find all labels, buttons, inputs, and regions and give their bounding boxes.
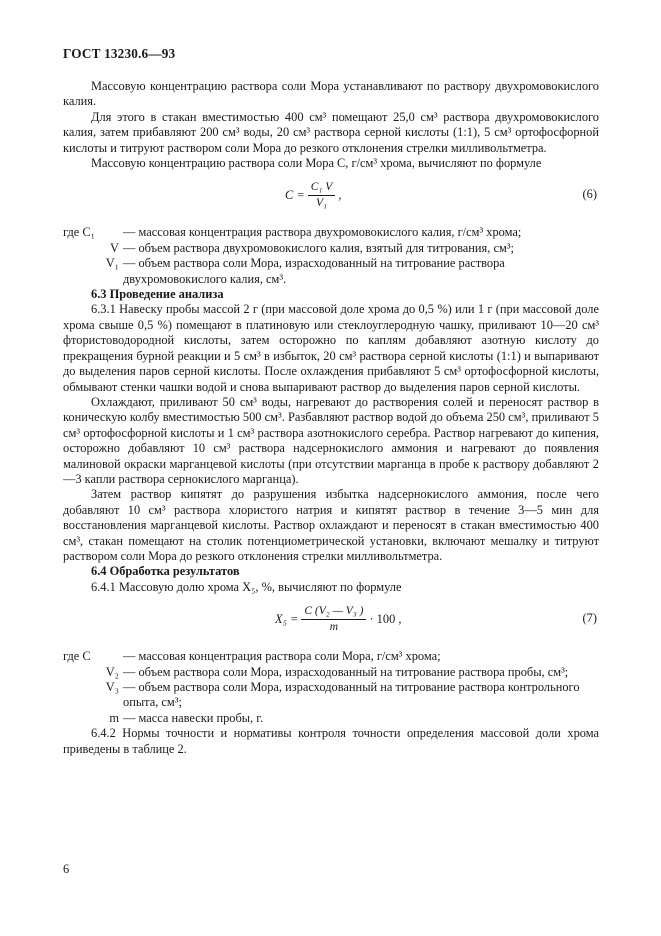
- definition-symbol: V₁: [105, 256, 119, 271]
- definition-text: — масса навески пробы, г.: [123, 710, 264, 725]
- definition-symbol: где C₁: [63, 225, 95, 240]
- formula-fraction: [308, 181, 336, 210]
- definition-text: — массовая концентрация раствора соли Мора, г/см³ хрома;: [123, 649, 441, 664]
- formula-denominator: m: [329, 621, 339, 634]
- definition-symbol: V: [110, 240, 119, 255]
- paragraph: Затем раствор кипятят до разрушения избытка надсернокислого аммония, после чего добавляют 10 см³ раствора хлористого натрия и кипятят раствор в течение 3—5 мин для восстановления марганцевой кислоты. Раствор охлаждают и переносят в стакан вместимостью 400 см³, стакан помещают на столик потенциометрической установки, включают мешалку и титруют раствором соли Мора до резкого отклонения стрелки милливольтметра.: [63, 487, 599, 563]
- section-heading: 6.3 Проведение анализа: [91, 287, 224, 302]
- formula-lhs: C =: [285, 188, 305, 203]
- definition-text: — объем раствора соли Мора, израсходованный на титрование раствора контрольного опыта, см³;: [123, 680, 580, 710]
- definitions-list: [63, 225, 599, 287]
- formula-numerator: C₁ V: [308, 181, 336, 196]
- definition-text: — объем раствора двухромовокислого калия, взятый для титрования, см³;: [123, 240, 514, 255]
- definition-item: [63, 711, 599, 726]
- paragraph: Массовую концентрацию раствора соли Мора C, г/см³ хрома, вычисляют по формуле: [91, 156, 542, 171]
- paragraph: 6.4.1 Массовую долю хрома X₅, %, вычисляют по формуле: [91, 579, 402, 594]
- paragraph: Охлаждают, приливают 50 см³ воды, нагревают до растворения солей и переносят раствор в коническую колбу вместимостью 500 см³. Разбавляют раствор водой до объема 250 см³, приливают 5 см³ ортофосфорной кислоты и 1 см³ раствора азотнокислого серебра. Раствор нагревают до кипения, осторожно добавляют 10 см³ раствора надсернокислого аммония и нагревают до появления малиновой окраски марганцевой кислоты (при отсутствии марганца в пробе к раствору добавляют 2—3 капли раствора сернокислого марганца).: [63, 394, 599, 486]
- definition-text: — объем раствора соли Мора, израсходованный на титрование раствора пробы, см³;: [123, 664, 569, 679]
- definition-item: [63, 225, 599, 240]
- page-content: [63, 79, 599, 757]
- definition-symbol: V₂: [105, 664, 119, 679]
- formula-number: (7): [582, 611, 597, 626]
- definitions-list: [63, 649, 599, 726]
- definition-item: [63, 680, 599, 711]
- section-heading: 6.4 Обработка результатов: [91, 564, 240, 579]
- formula-tail: · 100 ,: [369, 611, 402, 626]
- definition-symbol: V₃: [105, 680, 119, 694]
- paragraph: Для этого в стакан вместимостью 400 см³ помещают 25,0 см³ раствора двухромовокислого калия, затем прибавляют 200 см³ воды, 20 см³ раствора серной кислоты (1:1), 5 см³ ортофосфорной кислоты и титруют раствором соли Мора до резкого отклонения стрелки милливольтметра.: [63, 109, 599, 155]
- definition-item: [63, 649, 599, 664]
- formula-7: [63, 599, 599, 643]
- formula-fraction: [301, 605, 366, 634]
- formula-numerator: C (V₂ — V₃ ): [301, 605, 366, 620]
- paragraph: Массовую концентрацию раствора соли Мора устанавливают по раствору двухромовокислого калия.: [63, 79, 599, 109]
- formula-denominator: V₁: [316, 197, 328, 210]
- formula-tail: ,: [338, 188, 342, 203]
- definition-symbol: m: [109, 710, 119, 725]
- formula-number: (6): [582, 187, 597, 202]
- page-number: 6: [63, 862, 70, 876]
- definition-item: [63, 665, 599, 680]
- definition-text: — массовая концентрация раствора двухромовокислого калия, г/см³ хрома;: [123, 225, 522, 240]
- formula-lhs: X₅ =: [275, 611, 299, 626]
- definition-item: [63, 256, 599, 287]
- formula-6: [63, 175, 599, 219]
- definition-symbol: где C: [63, 649, 91, 664]
- document-header: ГОСТ 13230.6—93: [63, 46, 176, 61]
- definition-text: — объем раствора соли Мора, израсходованный на титрование раствора двухромовокислого калия, см³.: [123, 256, 505, 286]
- definition-item: [63, 241, 599, 256]
- paragraph: 6.4.2 Нормы точности и нормативы контроля точности определения массовой доли хрома приведены в таблице 2.: [63, 726, 599, 756]
- paragraph: 6.3.1 Навеску пробы массой 2 г (при массовой доле хрома до 0,5 %) или 1 г (при массовой доле хрома свыше 0,5 %) помещают в платиновую или стеклоуглеродную чашку, приливают 10—20 см³ фтористоводородной кислоты, затем осторожно по каплям добавляют азотную кислоту до прекращения бурной реакции и 5 см³ в избыток, 20 см³ раствора серной кислоты (1:1) и выпаривают до выделения паров серной кислоты. После охлаждения прибавляют 5 см³ ортофосфорной кислоты, обмывают стенки чашки водой и снова выпаривают раствор до выделения паров серной кислоты.: [63, 302, 599, 394]
